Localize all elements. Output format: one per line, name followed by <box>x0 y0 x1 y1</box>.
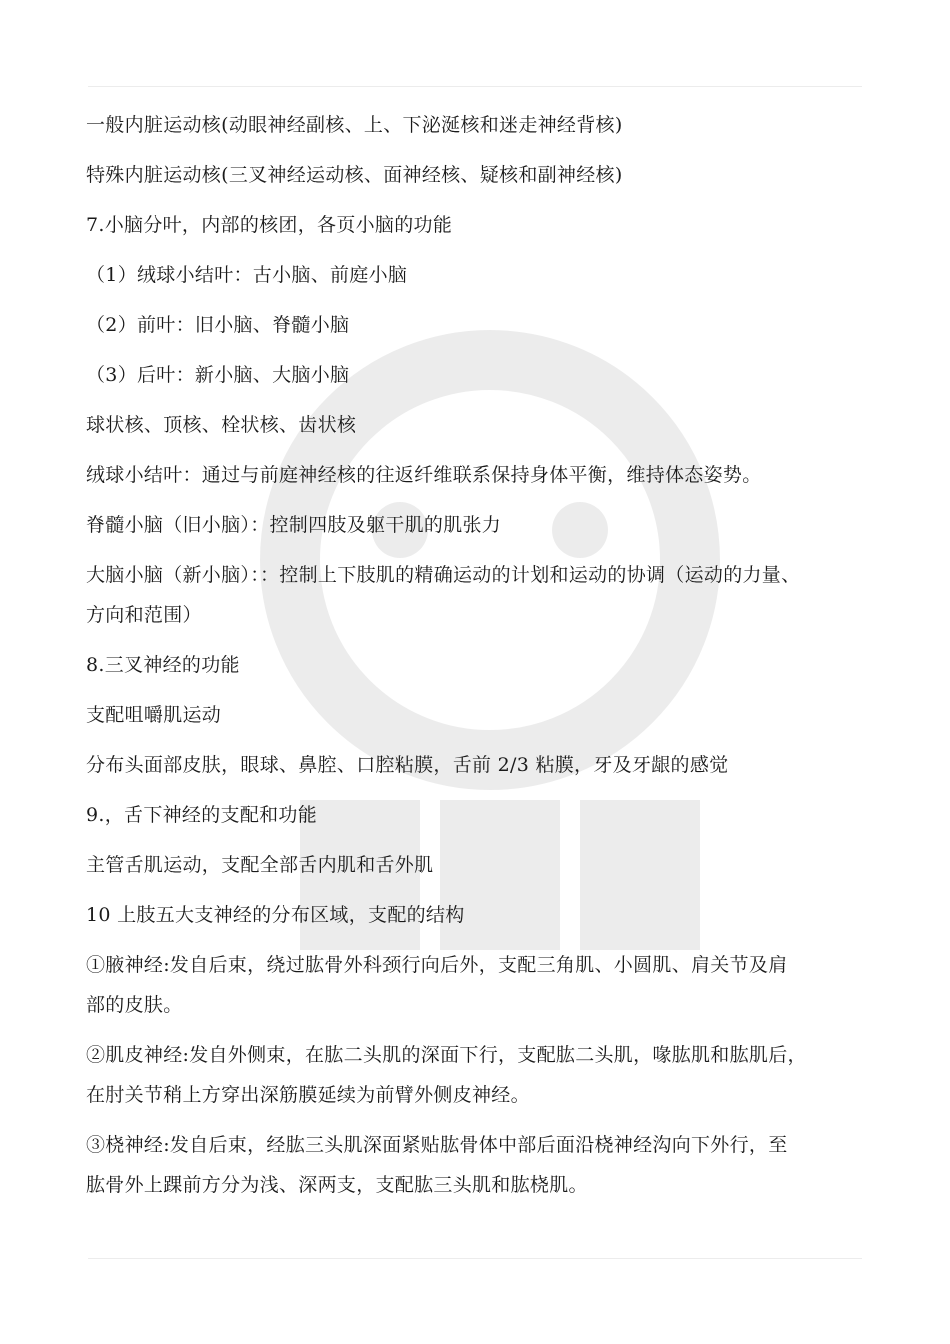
text-line: 方向和范围） <box>86 604 202 626</box>
text-line: ①腋神经:发自后束，绕过肱骨外科颈行向后外，支配三角肌、小圆肌、肩关节及肩 <box>86 954 788 976</box>
text-line: 特殊内脏运动核(三叉神经运动核、面神经核、疑核和副神经核) <box>86 164 623 186</box>
footer-rule <box>88 1258 862 1259</box>
text-line: 主管舌肌运动，支配全部舌内肌和舌外肌 <box>86 854 434 876</box>
list-item: （3）后叶：新小脑、大脑小脑 <box>86 364 350 386</box>
text-line: 在肘关节稍上方穿出深筋膜延续为前臂外侧皮神经。 <box>86 1084 530 1106</box>
section-heading: 10 上肢五大支神经的分布区域，支配的结构 <box>86 904 465 926</box>
section-heading: 7.小脑分叶，内部的核团，各页小脑的功能 <box>86 214 453 236</box>
list-item: （2）前叶：旧小脑、脊髓小脑 <box>86 314 350 336</box>
list-item: （1）绒球小结叶：古小脑、前庭小脑 <box>86 264 408 286</box>
text-line: 球状核、顶核、栓状核、齿状核 <box>86 414 357 436</box>
text-line: 脊髓小脑（旧小脑）：控制四肢及躯干肌的肌张力 <box>86 514 502 536</box>
text-line: 支配咀嚼肌运动 <box>86 704 222 726</box>
header-rule <box>88 86 862 87</box>
text-line: 大脑小脑（新小脑）：：控制上下肢肌的精确运动的计划和运动的协调（运动的力量、 <box>86 564 801 586</box>
text-line: 分布头面部皮肤，眼球、鼻腔、口腔粘膜，舌前 2/3 粘膜，牙及牙龈的感觉 <box>86 754 729 776</box>
text-line: 部的皮肤。 <box>86 994 183 1016</box>
text-line: ②肌皮神经:发自外侧束，在肱二头肌的深面下行，支配肱二头肌，喙肱肌和肱肌后， <box>86 1044 807 1066</box>
text-line: 绒球小结叶：通过与前庭神经核的往返纤维联系保持身体平衡，维持体态姿势。 <box>86 464 762 486</box>
text-line: 一般内脏运动核(动眼神经副核、上、下泌涎核和迷走神经背核) <box>86 114 623 136</box>
section-heading: 8.三叉神经的功能 <box>86 654 240 676</box>
text-line: ③桡神经:发自后束，经肱三头肌深面紧贴肱骨体中部后面沿桡神经沟向下外行，至 <box>86 1134 788 1156</box>
section-heading: 9.，舌下神经的支配和功能 <box>86 804 318 826</box>
text-line: 肱骨外上踝前方分为浅、深两支，支配肱三头肌和肱桡肌。 <box>86 1174 588 1196</box>
